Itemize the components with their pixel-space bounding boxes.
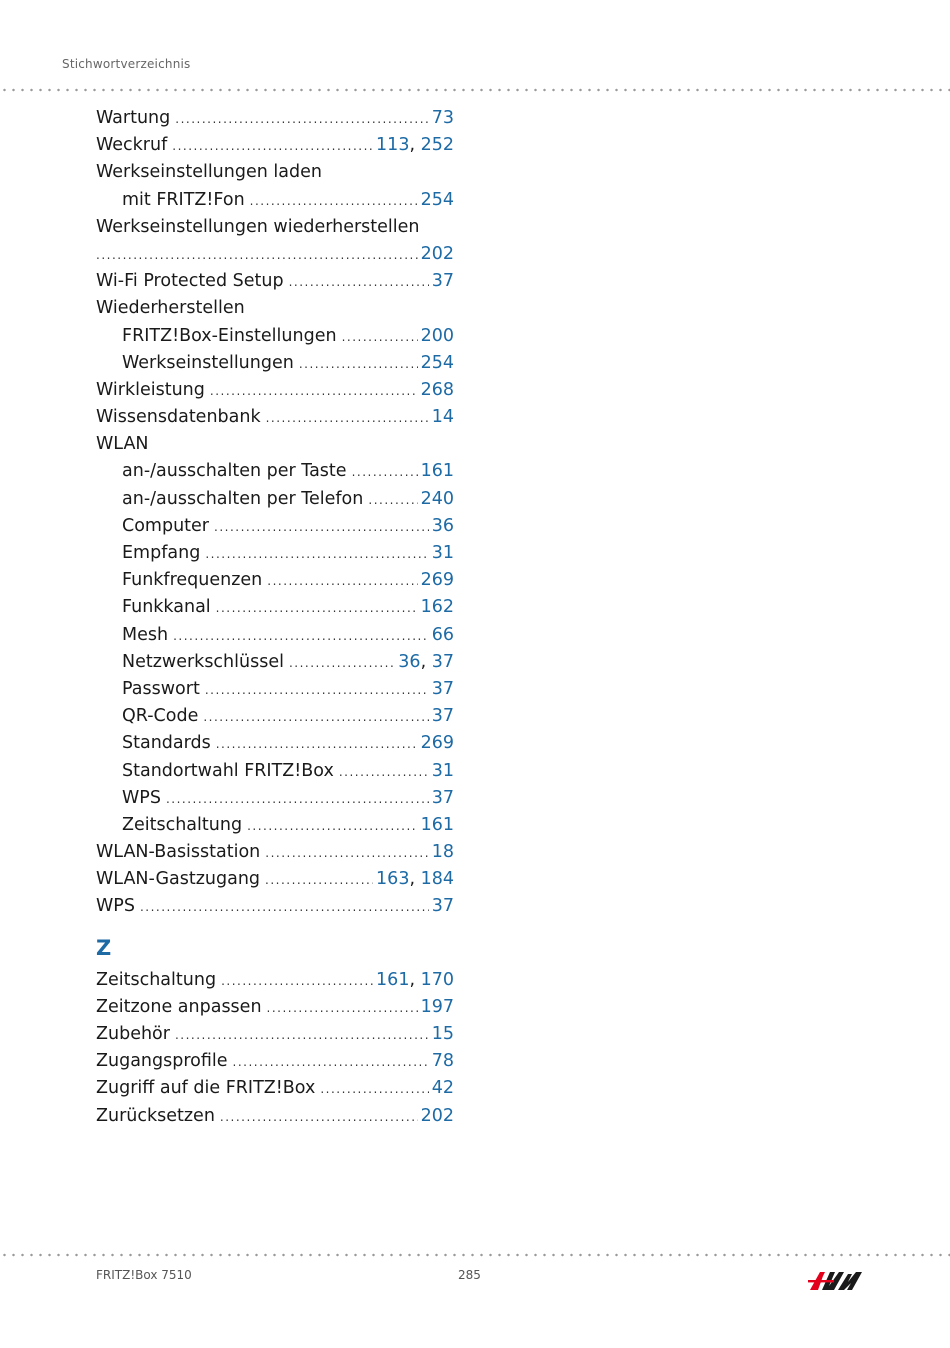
page-link[interactable]: 161 <box>420 461 454 482</box>
dot-leader <box>166 792 429 806</box>
page-references <box>398 652 454 672</box>
page-link[interactable]: 78 <box>431 1051 454 1072</box>
index-letter-heading: Z <box>96 935 112 960</box>
index-term: Netzwerkschlüssel <box>122 651 284 672</box>
dot-leader <box>352 465 418 479</box>
dot-leader <box>267 574 417 588</box>
index-term: Zeitschaltung <box>122 814 243 835</box>
index-entry-qr-code <box>96 706 454 733</box>
index-entry-wi-fi-protected-setup <box>96 271 454 298</box>
dot-leader <box>320 1082 428 1096</box>
index-term: WLAN-Basisstation <box>96 842 261 863</box>
index-term: QR-Code <box>122 706 199 727</box>
page-references <box>421 1106 454 1126</box>
page-separator: , <box>409 869 421 890</box>
index-term: Funkkanal <box>122 597 211 618</box>
dot-leader <box>267 1001 418 1015</box>
index-entry-empfang <box>96 543 454 570</box>
index-entry-netzwerkschlüssel <box>96 652 454 679</box>
index-term: Zugangsprofile <box>96 1051 228 1072</box>
page-references <box>421 570 454 590</box>
index-entry-werkseinstellungen <box>96 353 454 380</box>
index-term: Zeitschaltung <box>96 969 217 990</box>
page-link[interactable]: 202 <box>420 243 454 264</box>
dot-leader <box>368 493 417 507</box>
index-entry-wiederherstellen <box>96 298 454 325</box>
page-link[interactable]: 15 <box>431 1024 454 1044</box>
page-references <box>421 380 454 400</box>
index-entry-wissensdatenbank <box>96 407 454 434</box>
index-entry-wps <box>96 788 454 815</box>
page-link[interactable]: 184 <box>420 869 454 890</box>
dot-leader <box>172 139 373 153</box>
index-entry-an-ausschalten-per-taste <box>96 461 454 488</box>
page-link[interactable]: 73 <box>431 108 454 128</box>
page-references <box>421 815 454 835</box>
dot-leader <box>265 846 428 860</box>
page-link[interactable]: 269 <box>420 570 454 591</box>
page-references <box>421 326 454 346</box>
index-entry-computer <box>96 516 454 543</box>
dot-leader <box>203 710 428 724</box>
page-link[interactable]: 240 <box>420 488 454 509</box>
index-term: Wissensdatenbank <box>96 407 261 428</box>
dot-leader <box>175 1028 429 1042</box>
page-link[interactable]: 268 <box>420 379 454 400</box>
page-link[interactable]: 254 <box>420 352 454 373</box>
page-separator: , <box>420 651 432 672</box>
page-link[interactable]: 254 <box>420 189 454 210</box>
page-references <box>432 1051 454 1071</box>
page-references <box>432 625 454 645</box>
page-references <box>376 869 454 889</box>
dot-leader <box>140 900 429 914</box>
dot-leader <box>247 819 418 833</box>
page-references <box>432 1024 454 1044</box>
index-entry-werkseinstellungen-wiederherstellen <box>96 217 454 244</box>
index-term: Werkseinstellungen wiederherstellen <box>96 216 420 237</box>
dot-leader <box>289 275 429 289</box>
page-references <box>432 407 454 427</box>
index-term: Computer <box>122 515 209 536</box>
dot-leader <box>173 629 429 643</box>
page-references <box>432 1078 454 1098</box>
page-references <box>432 271 454 291</box>
running-header: Stichwortverzeichnis <box>62 57 191 71</box>
index-term: Standards <box>122 733 211 754</box>
index-entry-wps <box>96 896 454 923</box>
page-link[interactable]: 170 <box>420 969 454 990</box>
index-entry-wlan-basisstation <box>96 842 454 869</box>
index-entry-zugangsprofile <box>96 1051 454 1078</box>
index-term: Zurücksetzen <box>96 1105 215 1126</box>
index-term: Standortwahl FRITZ!Box <box>122 760 334 781</box>
footer-product-name: FRITZ!Box 7510 <box>96 1268 192 1282</box>
index-entry-mesh <box>96 625 454 652</box>
top-dotted-divider <box>0 88 950 92</box>
page-link[interactable]: 202 <box>420 1105 454 1126</box>
index-term: Wi-Fi Protected Setup <box>96 271 284 292</box>
index-entry-zubehör <box>96 1024 454 1051</box>
page-link[interactable]: 37 <box>431 678 454 699</box>
page-link[interactable]: 37 <box>431 787 454 808</box>
page-link[interactable]: 163 <box>376 869 410 890</box>
dot-leader <box>221 974 373 988</box>
page-references <box>432 896 454 916</box>
page-separator: , <box>409 969 421 990</box>
index-term: WLAN <box>96 434 149 455</box>
index-term: Funkfrequenzen <box>122 570 263 591</box>
index-term: Zugriff auf die FRITZ!Box <box>96 1078 316 1099</box>
index-entry-mit-fritz-fon <box>96 190 454 217</box>
dot-leader <box>210 384 418 398</box>
page-link[interactable]: 197 <box>420 996 454 1017</box>
index-entry-weckruf <box>96 135 454 162</box>
page-references <box>432 706 454 726</box>
index-entry-fritz-box-einstellungen <box>96 326 454 353</box>
page-references <box>421 997 454 1017</box>
index-term: Wiederherstellen <box>96 298 245 319</box>
page-link[interactable]: 113 <box>376 135 410 156</box>
page-link[interactable]: 36 <box>398 651 421 672</box>
index-term: Wirkleistung <box>96 379 205 400</box>
index-term: WLAN-Gastzugang <box>96 869 261 890</box>
dot-leader <box>250 194 418 208</box>
dot-leader <box>205 547 428 561</box>
index-term: an-/ausschalten per Taste <box>122 461 347 482</box>
index-term: WPS <box>122 787 161 808</box>
index-entry-wlan <box>96 434 454 461</box>
page-references <box>432 679 454 699</box>
page-link[interactable]: 161 <box>376 969 410 990</box>
index-term: Empfang <box>122 543 201 563</box>
page-link[interactable]: 37 <box>431 651 454 672</box>
page-link[interactable]: 37 <box>431 271 454 292</box>
index-entry-werkseinstellungen-laden <box>96 162 454 189</box>
index-entry-zeitzone-anpassen <box>96 997 454 1024</box>
page-link[interactable]: 31 <box>431 543 454 563</box>
index-entry-passwort <box>96 679 454 706</box>
page-link[interactable]: 37 <box>431 706 454 727</box>
page-link[interactable]: 162 <box>420 597 454 618</box>
index-list-z <box>96 970 454 1133</box>
index-term: Weckruf <box>96 135 168 156</box>
page-link[interactable]: 200 <box>420 325 454 346</box>
page-link[interactable]: 161 <box>420 814 454 835</box>
index-term: Werkseinstellungen <box>122 352 294 373</box>
index-entry-an-ausschalten-per-telefon <box>96 489 454 516</box>
bottom-dotted-divider <box>0 1253 950 1257</box>
page-link[interactable]: 269 <box>420 733 454 754</box>
index-term: Mesh <box>122 624 169 645</box>
index-entry-standards <box>96 733 454 760</box>
page-link[interactable]: 31 <box>431 760 454 781</box>
index-term: Wartung <box>96 108 171 128</box>
index-term: an-/ausschalten per Telefon <box>122 488 364 509</box>
page-references <box>432 761 454 781</box>
page-references <box>432 788 454 808</box>
dot-leader <box>265 873 373 887</box>
index-entry-zugriff-auf-die-fritz-box <box>96 1078 454 1105</box>
page-link[interactable]: 18 <box>431 842 454 863</box>
page-references <box>432 543 454 563</box>
page-link[interactable]: 252 <box>420 135 454 156</box>
index-entry-zeitschaltung <box>96 815 454 842</box>
page-link[interactable]: 14 <box>431 407 454 428</box>
index-entry-wirkleistung <box>96 380 454 407</box>
dot-leader <box>214 520 429 534</box>
page-references <box>421 733 454 753</box>
dot-leader <box>175 112 428 126</box>
dot-leader <box>266 411 429 425</box>
page-link[interactable]: 37 <box>431 896 454 917</box>
index-term: mit FRITZ!Fon <box>122 189 245 210</box>
page-separator: , <box>409 135 421 156</box>
index-term: Passwort <box>122 678 200 699</box>
index-entry-zurücksetzen <box>96 1106 454 1133</box>
index-list-w <box>96 108 454 924</box>
index-entry-wartung <box>96 108 454 135</box>
page-references <box>421 353 454 373</box>
index-entry-funkfrequenzen <box>96 570 454 597</box>
page-link[interactable]: 42 <box>431 1078 454 1099</box>
page-references <box>421 489 454 509</box>
dot-leader <box>233 1055 429 1069</box>
index-entry-funkkanal <box>96 597 454 624</box>
page-references <box>432 842 454 862</box>
page-references <box>432 108 454 128</box>
page-references <box>421 461 454 481</box>
page-references <box>376 970 454 990</box>
dot-leader <box>216 737 418 751</box>
page-link[interactable]: 36 <box>431 515 454 536</box>
index-column <box>96 108 454 1133</box>
page-references <box>376 135 454 155</box>
dot-leader <box>289 656 395 670</box>
page-references <box>421 190 454 210</box>
avm-logo-icon <box>808 1266 864 1294</box>
dot-leader <box>342 330 418 344</box>
index-entry-zeitschaltung <box>96 970 454 997</box>
footer-page-number: 285 <box>458 1268 481 1282</box>
index-entry-standortwahl-fritz-box <box>96 761 454 788</box>
index-term: FRITZ!Box-Einstellungen <box>122 325 337 346</box>
index-term: WPS <box>96 896 135 917</box>
page-link[interactable]: 66 <box>431 624 454 645</box>
page-references <box>432 516 454 536</box>
dot-leader <box>96 248 418 262</box>
dot-leader <box>339 765 429 779</box>
dot-leader <box>205 683 429 697</box>
index-entry-wlan-gastzugang <box>96 869 454 896</box>
index-term: Werkseinstellungen laden <box>96 162 322 183</box>
page-references <box>421 244 454 264</box>
index-term: Zeitzone anpassen <box>96 996 262 1017</box>
index-term: Zubehör <box>96 1024 170 1044</box>
dot-leader <box>216 601 418 615</box>
dot-leader <box>220 1110 418 1124</box>
dot-leader <box>299 357 418 371</box>
page-references <box>421 597 454 617</box>
index-entry-continued <box>96 244 454 271</box>
